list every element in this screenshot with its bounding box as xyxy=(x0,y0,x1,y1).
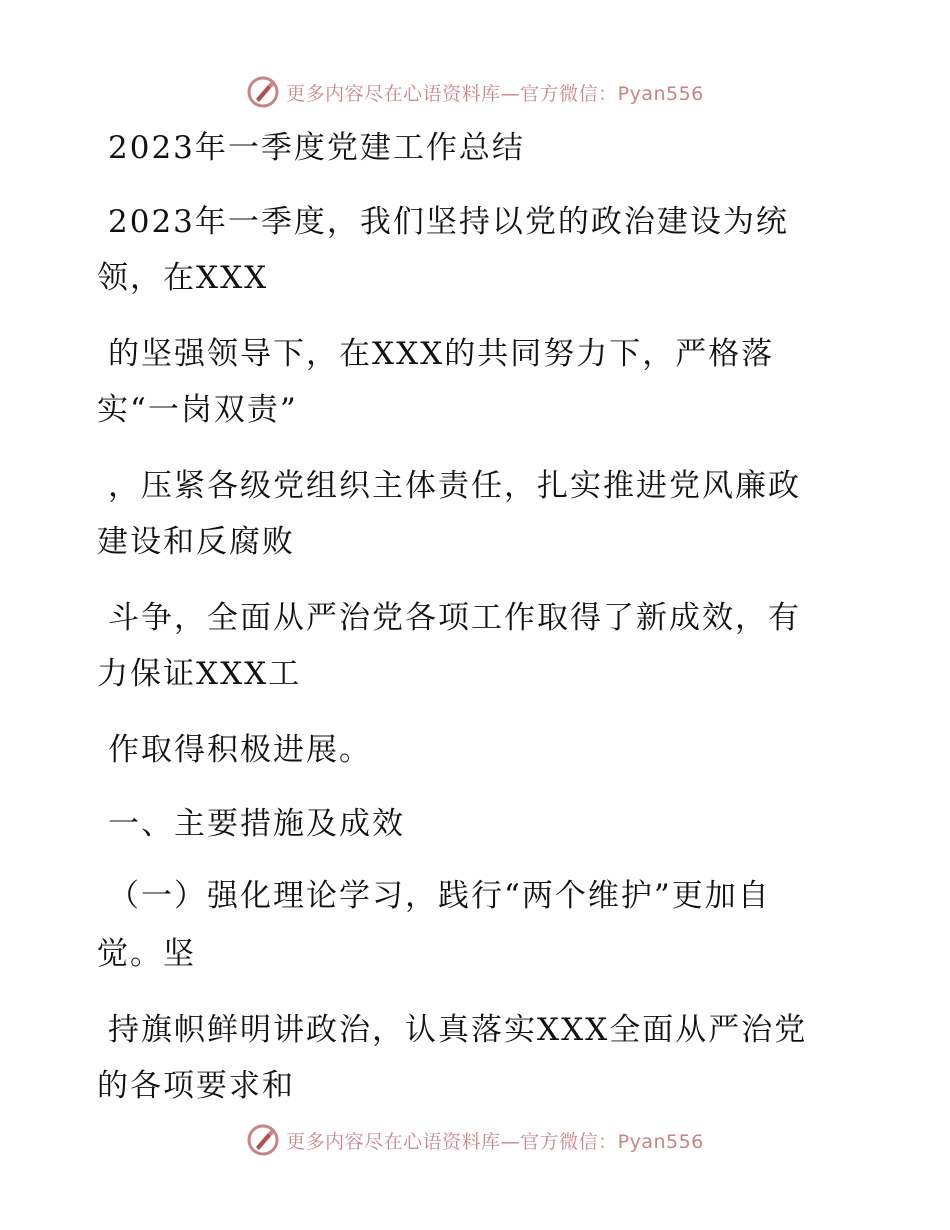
watermark-footer xyxy=(0,1120,950,1160)
watermark-text: 更多内容尽在心语资料库—官方微信：Pyan556 xyxy=(286,1130,704,1153)
pen-logo-icon xyxy=(246,75,280,109)
paragraph-line: 实“一岗双责” xyxy=(97,392,298,428)
paragraph-line: ，压紧各级党组织主体责任，扎实推进党风廉政 xyxy=(108,468,801,504)
watermark-header xyxy=(0,72,950,112)
paragraph-line: 建设和反腐败 xyxy=(97,524,295,560)
section-heading: 一、主要措施及成效 xyxy=(108,806,405,842)
paragraph-line: 作取得积极进展。 xyxy=(108,732,372,768)
paragraph-line: 的坚强领导下，在XXX的共同努力下，严格落 xyxy=(108,336,775,372)
watermark-text: 更多内容尽在心语资料库—官方微信：Pyan556 xyxy=(286,82,704,105)
paragraph-line: 斗争，全面从严治党各项工作取得了新成效，有 xyxy=(108,600,801,636)
paragraph-line: 力保证XXX工 xyxy=(97,656,302,692)
paragraph-line: 领，在XXX xyxy=(97,260,269,296)
document-title: 2023年一季度党建工作总结 xyxy=(108,130,525,166)
paragraph-line: 觉。坚 xyxy=(97,936,196,972)
paragraph-line: 2023年一季度，我们坚持以党的政治建设为统 xyxy=(108,204,789,240)
pen-logo-icon xyxy=(246,1123,280,1157)
subsection-heading: （一）强化理论学习，践行“两个维护”更加自 xyxy=(108,878,771,914)
paragraph-line: 持旗帜鲜明讲政治，认真落实XXX全面从严治党 xyxy=(108,1012,808,1048)
paragraph-line: 的各项要求和 xyxy=(97,1068,295,1104)
